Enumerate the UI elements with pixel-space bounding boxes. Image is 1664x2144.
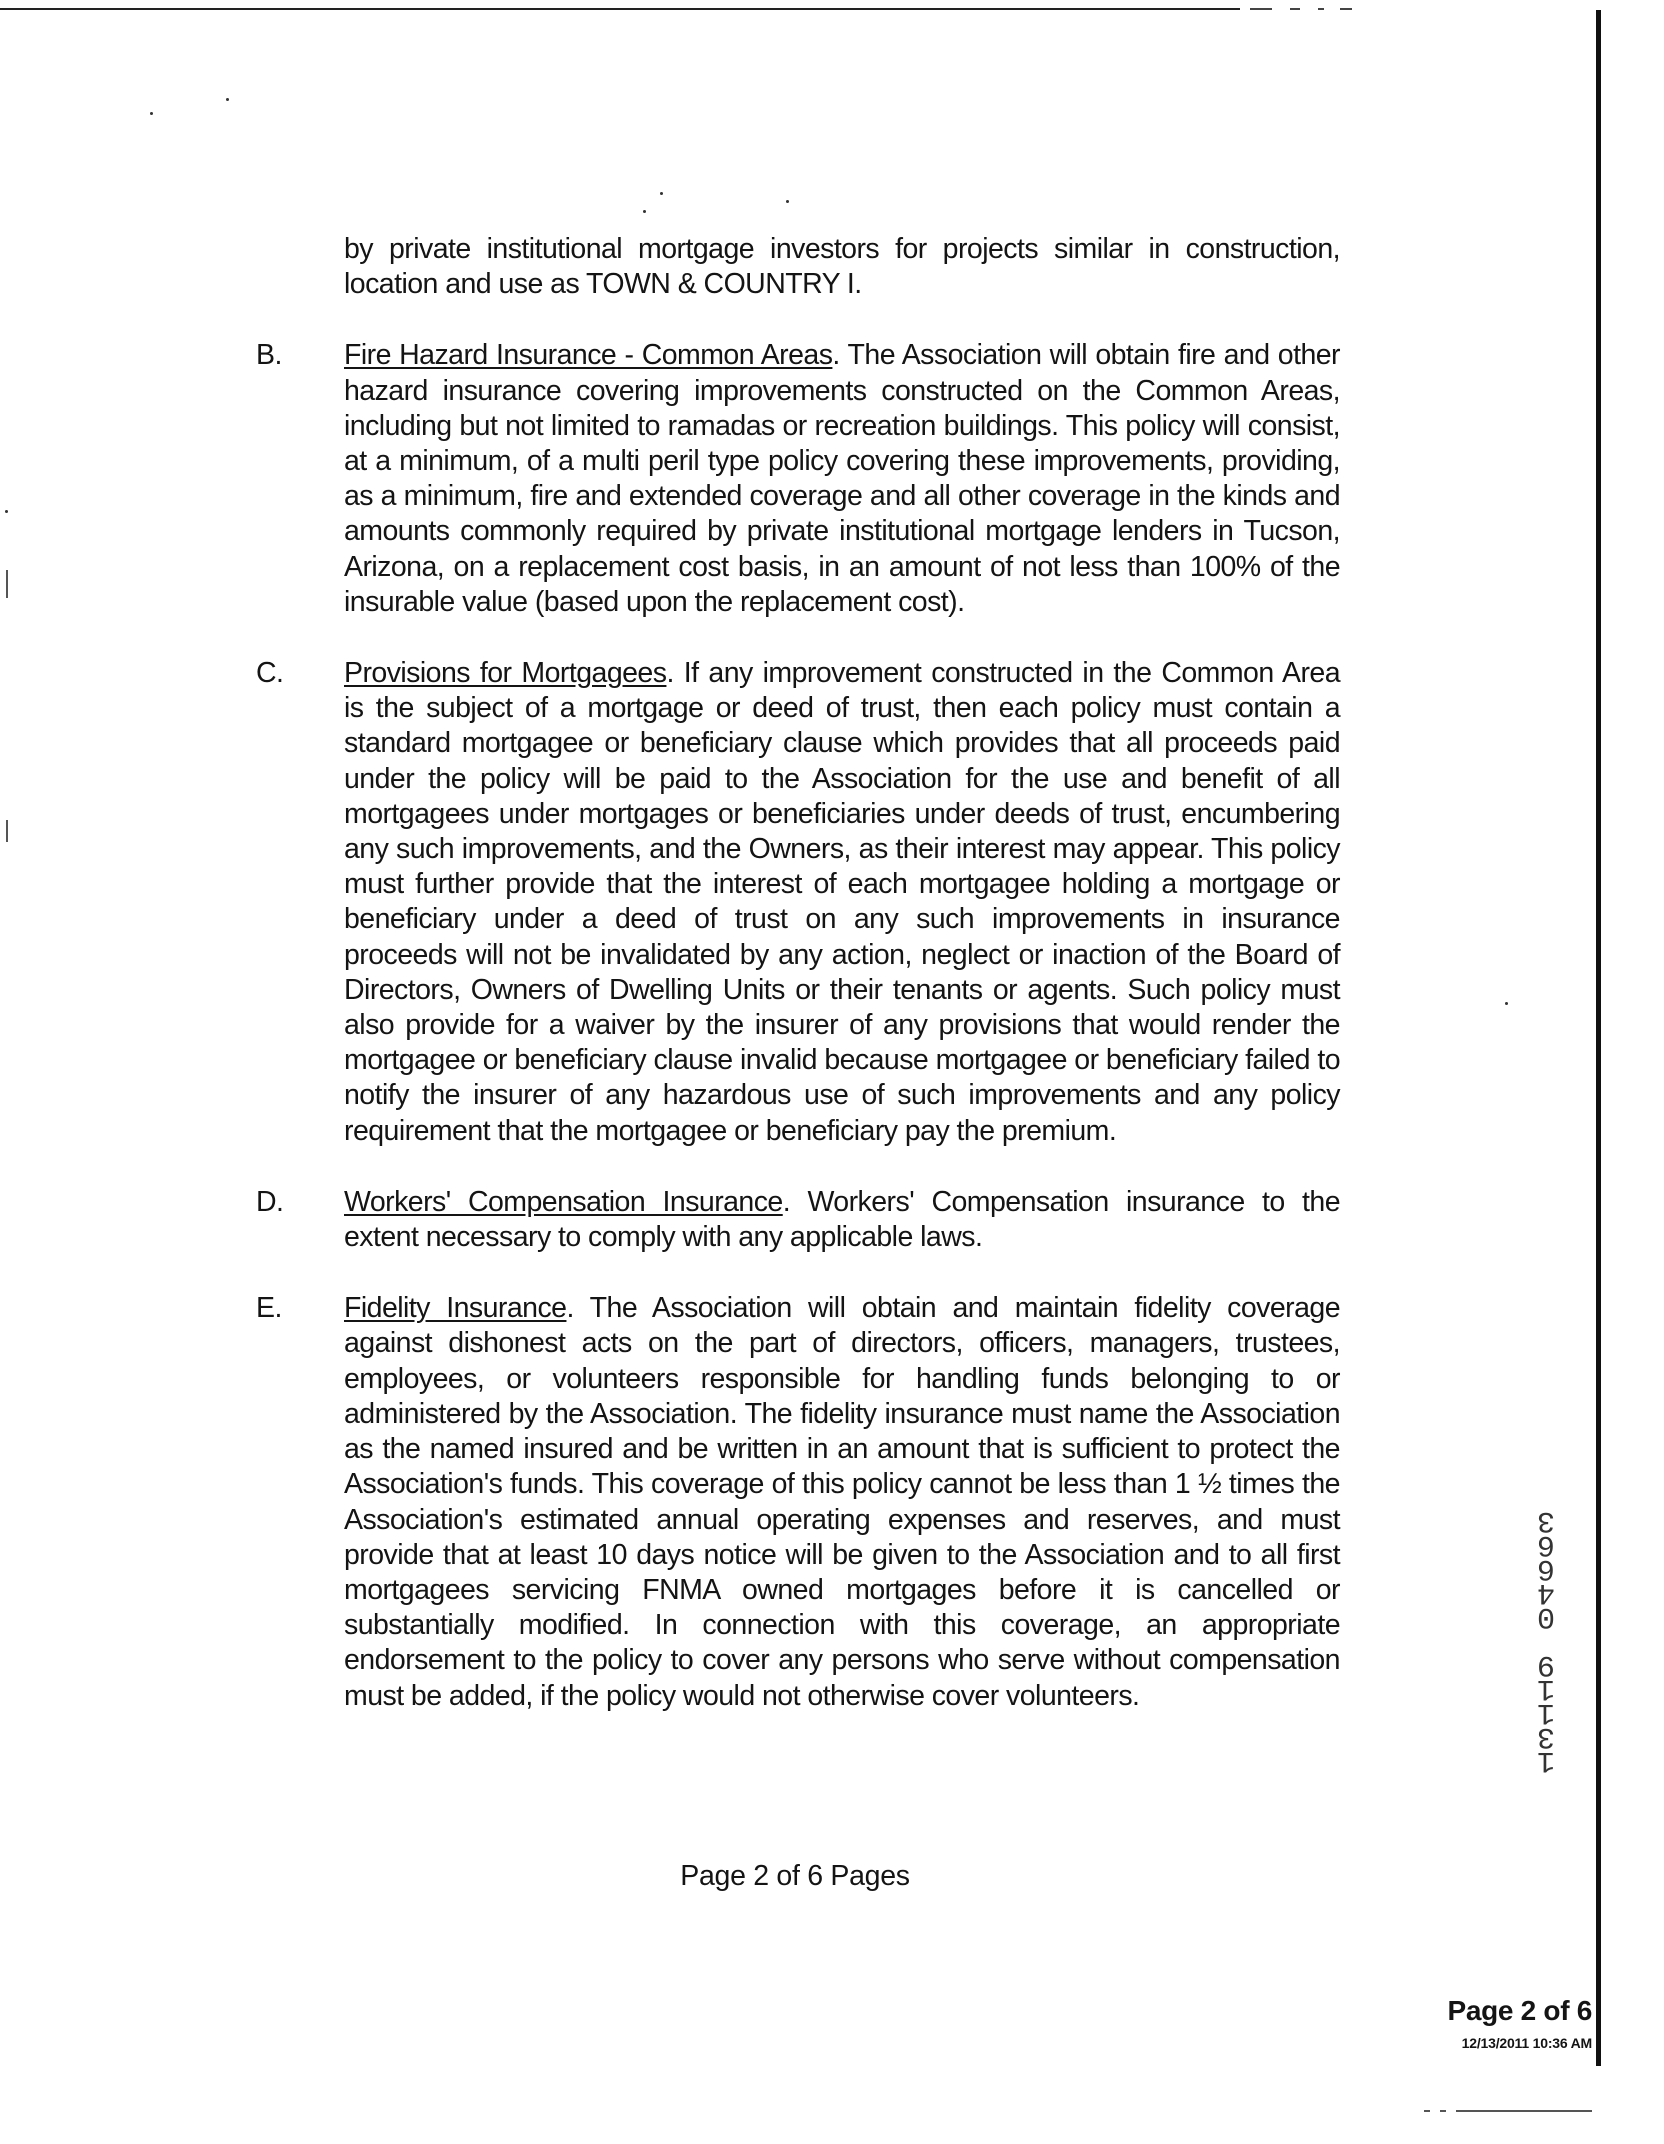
fax-page-indicator: Page 2 of 6 [1447, 1995, 1592, 2026]
top-scan-rule-dash [1340, 8, 1352, 10]
bottom-scan-rule [1440, 2110, 1446, 2112]
scan-speck [786, 200, 789, 203]
scan-speck [1505, 1002, 1508, 1005]
section-e [256, 1291, 1340, 1713]
recording-stamp: 1 3 1 1 9 0 4 6 6 3 [1537, 1503, 1556, 1777]
section-body: . The Association will obtain fire and other hazard insurance covering improvements constructed on the Common Areas, including but not limited to ramadas or recreation buildings. This policy will consist, at a minimum, of a multi peril type policy covering these improvements, providing, as a minimum, fire and extended coverage and all other coverage in the kinds and amounts commonly required by private institutional mortgage lenders in Tucson, Arizona, on a replacement cost basis, in an amount of not less than 100% of the insurable value (based upon the replacement cost). [344, 339, 1340, 618]
top-scan-rule-dash [1290, 8, 1300, 10]
section-c [256, 656, 1340, 1149]
section-letter: D. [256, 1185, 284, 1218]
continued-paragraph: by private institutional mortgage investors for projects similar in construction, location and use as TOWN & COUNTRY I. [344, 233, 1340, 301]
scan-speck [150, 112, 153, 115]
section-body: . The Association will obtain and maintain fidelity coverage against dishonest acts on the part of directors, officers, managers, trustees, employees, or volunteers responsible for handling funds belonging to or administered by the Association. The fidelity insurance must name the Association as the named insured and be written in an amount that is sufficient to protect the Association's funds. This coverage of this policy cannot be less than 1 ½ times the Association's estimated annual operating expenses and reserves, and must provide that at least 10 days notice will be given to the Association and to all first mortgagees servicing FNMA owned mortgages before it is cancelled or substantially modified. In connection with this coverage, an appropriate endorsement to the policy to cover any persons who serve without compensation must be added, if the policy would not otherwise cover volunteers. [344, 1292, 1340, 1712]
page-number-footer: Page 2 of 6 Pages [680, 1860, 910, 1892]
scan-speck [226, 98, 229, 101]
section-letter: C. [256, 657, 284, 690]
fax-timestamp: 12/13/2011 10:36 AM [1461, 2035, 1592, 2051]
section-letter: E. [256, 1292, 282, 1325]
scan-margin-tick [6, 570, 8, 598]
section-d [256, 1185, 1340, 1255]
section-b [256, 338, 1340, 620]
top-scan-rule-dash [1318, 8, 1324, 10]
section-body: . Workers' Compensation insurance to the extent necessary to comply with any applicable laws. [344, 1185, 1340, 1254]
scan-speck [643, 210, 646, 213]
scan-margin-tick [6, 820, 8, 842]
scan-speck [5, 510, 8, 513]
top-scan-rule [0, 8, 1240, 10]
bottom-scan-rule [1456, 2110, 1592, 2112]
bottom-scan-rule [1424, 2110, 1430, 2112]
section-heading: Fire Hazard Insurance - Common Areas [344, 339, 833, 372]
section-heading: Workers' Compensation Insurance [344, 1185, 783, 1218]
section-body: . If any improvement constructed in the Common Area is the subject of a mortgage or deed of trust, then each policy must contain a standard mortgagee or beneficiary clause which provides that all proceeds paid under the policy will be paid to the Association for the use and benefit of all mortgagees under mortgages or beneficiaries under deeds of trust, encumbering any such improvements, and the Owners, as their interest may appear. This policy must further provide that the interest of each mortgagee holding a mortgage or beneficiary under a deed of trust on any such improvements in insurance proceeds will not be invalidated by any action, neglect or inaction of the Board of Directors, Owners of Dwelling Units or their tenants or agents. Such policy must also provide for a waiver by the insurer of any provisions that would render the mortgagee or beneficiary clause invalid because mortgagee or beneficiary failed to notify the insurer of any hazardous use of such improvements and any policy requirement that the mortgagee or beneficiary pay the premium. [344, 657, 1340, 1147]
section-letter: B. [256, 339, 282, 372]
section-heading: Fidelity Insurance [344, 1292, 567, 1325]
right-scan-border [1596, 10, 1601, 2066]
top-scan-rule-dash [1250, 8, 1272, 10]
section-heading: Provisions for Mortgagees [344, 657, 667, 690]
document-body [256, 232, 1340, 1714]
scan-speck [660, 192, 663, 195]
